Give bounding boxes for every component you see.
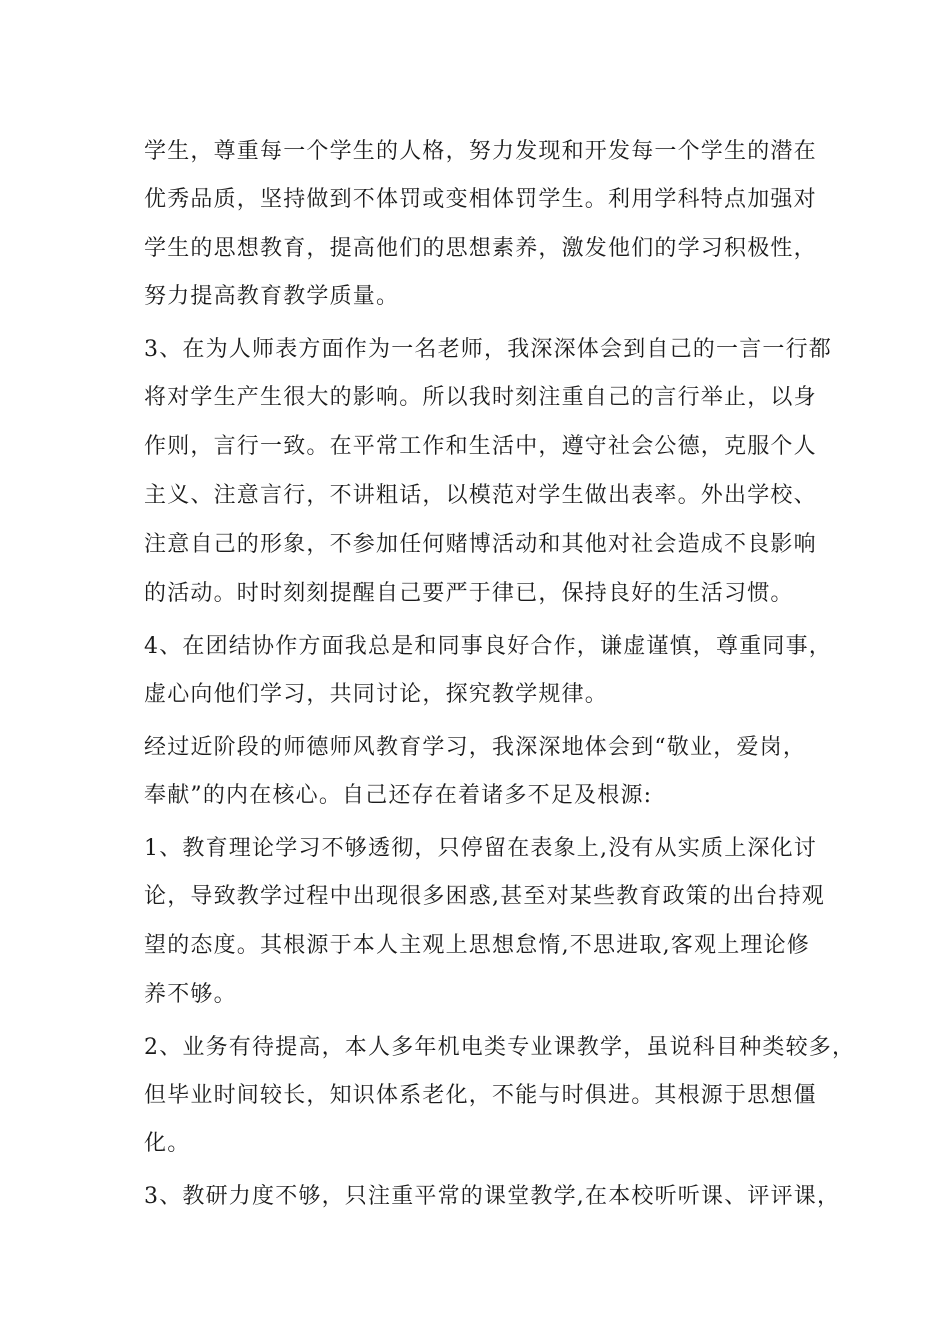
text-line: 1、教育理论学习不够透彻，只停留在表象上,没有从实质上深化讨: [144, 836, 817, 861]
text-line: 3、教研力度不够，只注重平常的课堂教学,在本校听听课、评评课，: [144, 1184, 841, 1209]
text-line: 2、业务有待提高，本人多年机电类专业课教学，虽说科目种类较多，: [144, 1035, 856, 1060]
text-line: 主义、注意言行，不讲粗话，以模范对学生做出表率。外出学校、: [144, 483, 817, 508]
text-line: 经过近阶段的师德师风教育学习，我深深地体会到“敬业，爱岗，: [144, 735, 807, 760]
text-line: 化。: [144, 1131, 191, 1156]
text-line: 论，导致教学过程中出现很多困惑,甚至对某些教育政策的出台持观: [144, 884, 825, 909]
text-line: 优秀品质，坚持做到不体罚或变相体罚学生。利用学科特点加强对: [144, 187, 817, 212]
text-line: 虚心向他们学习，共同讨论，探究教学规律。: [144, 682, 609, 707]
text-line: 养不够。: [144, 982, 237, 1007]
text-line: 注意自己的形象，不参加任何赌博活动和其他对社会造成不良影响: [144, 532, 817, 557]
text-line: 的活动。时时刻刻提醒自己要严于律已，保持良好的生活习惯。: [144, 581, 794, 606]
text-line: 将对学生产生很大的影响。所以我时刻注重自己的言行举止，以身: [144, 385, 817, 410]
text-line: 作则，言行一致。在平常工作和生活中，遵守社会公德，克服个人: [144, 434, 817, 459]
text-line: 望的态度。其根源于本人主观上思想怠惰,不思进取,客观上理论修: [144, 933, 810, 958]
text-line: 学生的思想教育，提高他们的思想素养，激发他们的学习积极性，: [144, 236, 817, 261]
text-line: 4、在团结协作方面我总是和同事良好合作，谦虚谨慎，尊重同事，: [144, 634, 832, 659]
text-line: 努力提高教育教学质量。: [144, 284, 400, 309]
text-line: 但毕业时间较长，知识体系老化，不能与时俱进。其根源于思想僵: [144, 1083, 817, 1108]
text-line: 3、在为人师表方面作为一名老师，我深深体会到自己的一言一行都: [144, 337, 832, 362]
text-line: 奉献”的内在核心。自己还存在着诸多不足及根源:: [144, 783, 653, 808]
text-line: 学生，尊重每一个学生的人格，努力发现和开发每一个学生的潜在: [144, 139, 817, 164]
